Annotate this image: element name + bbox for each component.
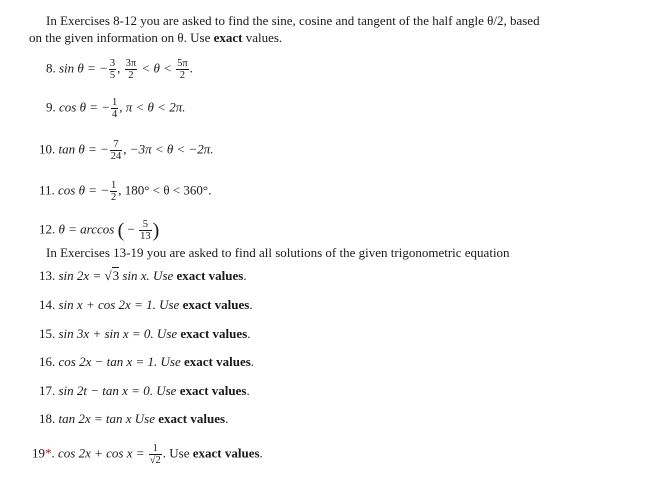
exact-values-label: exact values <box>180 326 248 341</box>
exercise-16 <box>39 354 254 370</box>
numerator: 5 <box>139 219 152 231</box>
exercise-number: 14. <box>39 297 56 312</box>
period: . <box>189 60 193 76</box>
numerator: 1 <box>111 180 117 191</box>
exercise-18 <box>39 411 228 427</box>
exercise-number: 16. <box>39 354 56 369</box>
exercise-number: 12. <box>39 221 56 237</box>
exercise-lhs: θ = arccos <box>58 221 115 237</box>
fraction <box>110 139 123 162</box>
exercise-14 <box>39 297 253 313</box>
exercise-number: 8. <box>46 60 56 76</box>
denominator: √2 <box>149 455 161 466</box>
period: . <box>249 297 253 312</box>
numerator: 3π <box>125 58 137 69</box>
exercise-11 <box>39 180 211 203</box>
numerator: 7 <box>110 139 123 151</box>
exercise-number: 10. <box>39 141 56 157</box>
equation-rest: sin x. Use <box>122 268 177 283</box>
numerator: 5π <box>177 58 188 69</box>
exercise-13 <box>39 268 247 284</box>
exercise-8 <box>46 58 193 81</box>
fraction <box>109 58 116 81</box>
exercise-number: 17. <box>39 383 56 398</box>
exercise-number: 11. <box>39 182 55 198</box>
intro-paragraph-1-cont <box>29 30 282 46</box>
exercise-lhs: sin θ = − <box>59 60 108 76</box>
exercise-number <box>32 445 55 460</box>
exercise-10 <box>39 139 214 162</box>
equation: sin 3x + sin x = 0. Use <box>58 326 181 341</box>
intro-bold: exact <box>213 30 243 45</box>
condition: , π < θ < 2π. <box>119 99 186 115</box>
exercise-lhs: cos θ = − <box>59 99 111 115</box>
equation: sin x + cos 2x = 1. Use <box>58 297 183 312</box>
intro-paragraph-2: In Exercises 13-19 you are asked to find all solutions of the given trigonometric equation <box>46 245 510 260</box>
period: . <box>246 383 250 398</box>
exercise-number: 9. <box>46 99 56 115</box>
number-text: 19 <box>32 445 45 461</box>
equation: cos 2x + cos x = <box>58 445 148 461</box>
denominator: 5 <box>109 70 116 81</box>
fraction <box>149 443 162 466</box>
equation: sin 2t − tan x = 0. Use <box>58 383 180 398</box>
exercise-17 <box>39 383 250 399</box>
period: . <box>259 445 263 461</box>
radicand: 3 <box>112 268 120 283</box>
fraction <box>125 58 138 81</box>
period: . <box>250 354 255 369</box>
paren-open: ( <box>117 219 125 242</box>
intro-text: on the given information on θ. Use <box>29 30 214 45</box>
intro-text-end: values. <box>242 30 283 45</box>
period: . <box>243 268 247 283</box>
exercise-number: 15. <box>39 326 56 341</box>
equation: cos 2x − tan x = 1. Use <box>58 354 184 369</box>
fraction <box>139 219 152 242</box>
exercise-12 <box>39 219 159 242</box>
equation: sin 2x = √ <box>58 268 112 283</box>
period: . <box>225 411 229 426</box>
number-dot: . <box>51 445 55 461</box>
exercise-19 <box>32 443 263 466</box>
numerator: 1 <box>112 97 118 108</box>
condition: , 180° < θ < 360°. <box>118 182 212 198</box>
exercise-number: 18. <box>39 411 56 426</box>
equation-rest: . Use <box>162 445 193 461</box>
fraction <box>111 97 118 120</box>
paren-close: ) <box>152 219 160 242</box>
inequality: < θ < <box>138 60 176 76</box>
exercise-9 <box>46 97 185 120</box>
exact-values-label: exact values <box>179 383 247 398</box>
exact-values-label: exact values <box>182 297 250 312</box>
fraction <box>176 58 189 81</box>
exact-values-label: exact values <box>192 445 260 461</box>
denominator: 2 <box>179 70 186 81</box>
numerator: 1 <box>149 443 162 455</box>
minus: − <box>124 221 139 237</box>
exact-values-label: exact values <box>176 268 244 283</box>
denominator: 2 <box>128 70 134 81</box>
condition: , −3π < θ < −2π. <box>123 141 214 157</box>
exact-values-label: exact values <box>184 354 251 369</box>
denominator: 4 <box>112 109 118 120</box>
exact-values-label: exact values <box>158 411 226 426</box>
denominator: 13 <box>140 231 151 242</box>
fraction <box>110 180 117 203</box>
exercise-lhs: tan θ = − <box>58 141 109 157</box>
numerator: 3 <box>109 58 116 69</box>
star-marker: * <box>45 445 52 461</box>
intro-paragraph-1: In Exercises 8-12 you are asked to find the sine, cosine and tangent of the half angle θ/2, based <box>46 13 540 28</box>
exercise-15 <box>39 326 250 342</box>
exercise-lhs: cos θ = − <box>58 182 110 198</box>
denominator: 2 <box>111 192 117 203</box>
separator: , <box>117 60 121 76</box>
denominator: 24 <box>110 151 122 162</box>
period: . <box>247 326 251 341</box>
equation: tan 2x = tan x Use <box>58 411 159 426</box>
exercise-number: 13. <box>39 268 56 283</box>
